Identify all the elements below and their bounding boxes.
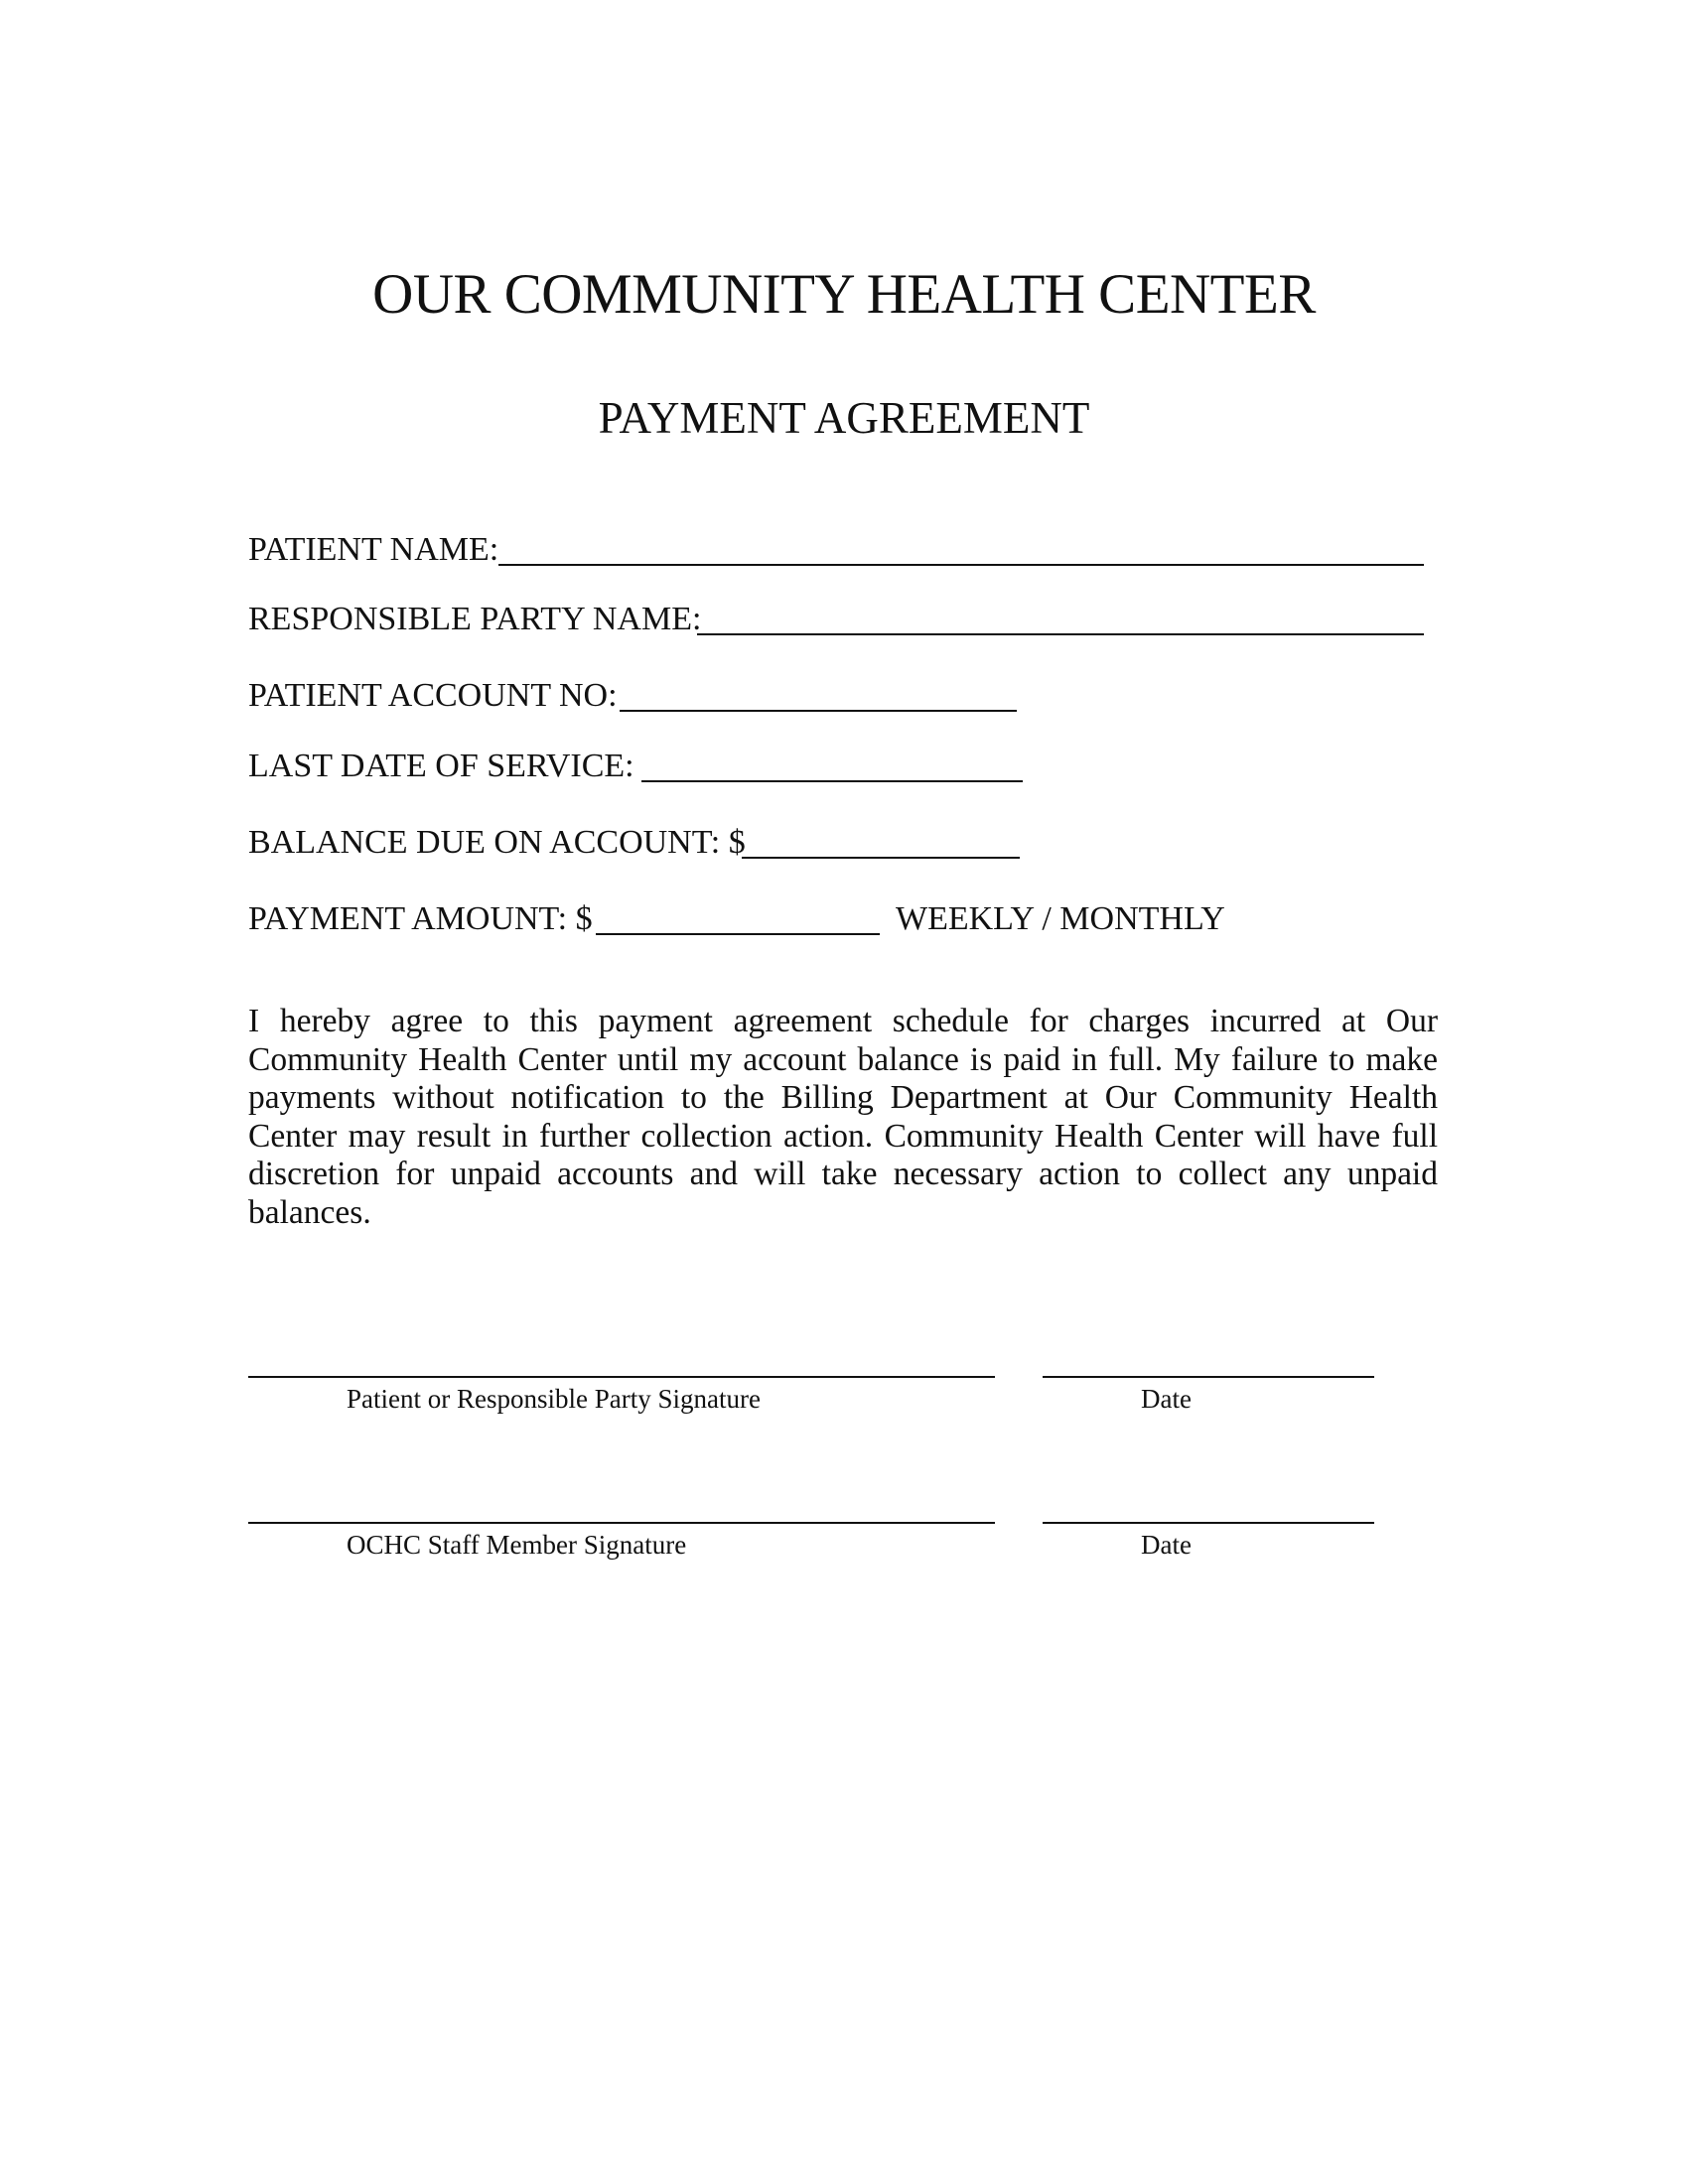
patient-name-label: PATIENT NAME: [248, 531, 499, 568]
payment-amount-field[interactable] [596, 933, 880, 935]
patient-signature-date-line[interactable] [1043, 1376, 1374, 1378]
patient-account-no-row [248, 672, 1023, 720]
balance-due-row [248, 819, 1023, 867]
organization-title: OUR COMMUNITY HEALTH CENTER [372, 263, 1316, 326]
balance-due-label: BALANCE DUE ON ACCOUNT: $ [248, 824, 746, 861]
balance-due-field[interactable] [742, 857, 1020, 859]
patient-account-no-field[interactable] [620, 710, 1017, 712]
patient-account-no-label: PATIENT ACCOUNT NO: [248, 677, 618, 714]
payment-frequency-options[interactable]: WEEKLY / MONTHLY [896, 900, 1225, 937]
form-title: PAYMENT AGREEMENT [598, 393, 1090, 443]
last-date-of-service-label: LAST DATE OF SERVICE: [248, 748, 634, 784]
patient-name-field[interactable] [498, 564, 1424, 566]
payment-amount-row [248, 895, 1241, 943]
staff-signature-date-line[interactable] [1043, 1522, 1374, 1524]
patient-date-caption: Date [1141, 1384, 1192, 1414]
responsible-party-name-row [248, 596, 1426, 643]
responsible-party-name-label: RESPONSIBLE PARTY NAME: [248, 601, 702, 637]
staff-signature-caption: OCHC Staff Member Signature [347, 1530, 687, 1560]
staff-date-caption: Date [1141, 1530, 1192, 1560]
responsible-party-name-field[interactable] [697, 633, 1424, 635]
payment-amount-label: PAYMENT AMOUNT: $ [248, 900, 593, 937]
patient-signature-line[interactable] [248, 1376, 995, 1378]
last-date-of-service-field[interactable] [641, 780, 1023, 782]
agreement-text: I hereby agree to this payment agreement schedule for charges incurred at Our Community Health Center until my account balance is paid in full. My failure to make payments without notification to the Billing Department at Our Community Health Center may result in further collection action. Community Health Center will have full discretion for unpaid accounts and will take necessary action to collect any unpaid balances. [248, 1003, 1438, 1231]
patient-name-row [248, 526, 1426, 574]
staff-signature-line[interactable] [248, 1522, 995, 1524]
last-date-of-service-row [248, 743, 1023, 790]
patient-signature-caption: Patient or Responsible Party Signature [347, 1384, 761, 1414]
